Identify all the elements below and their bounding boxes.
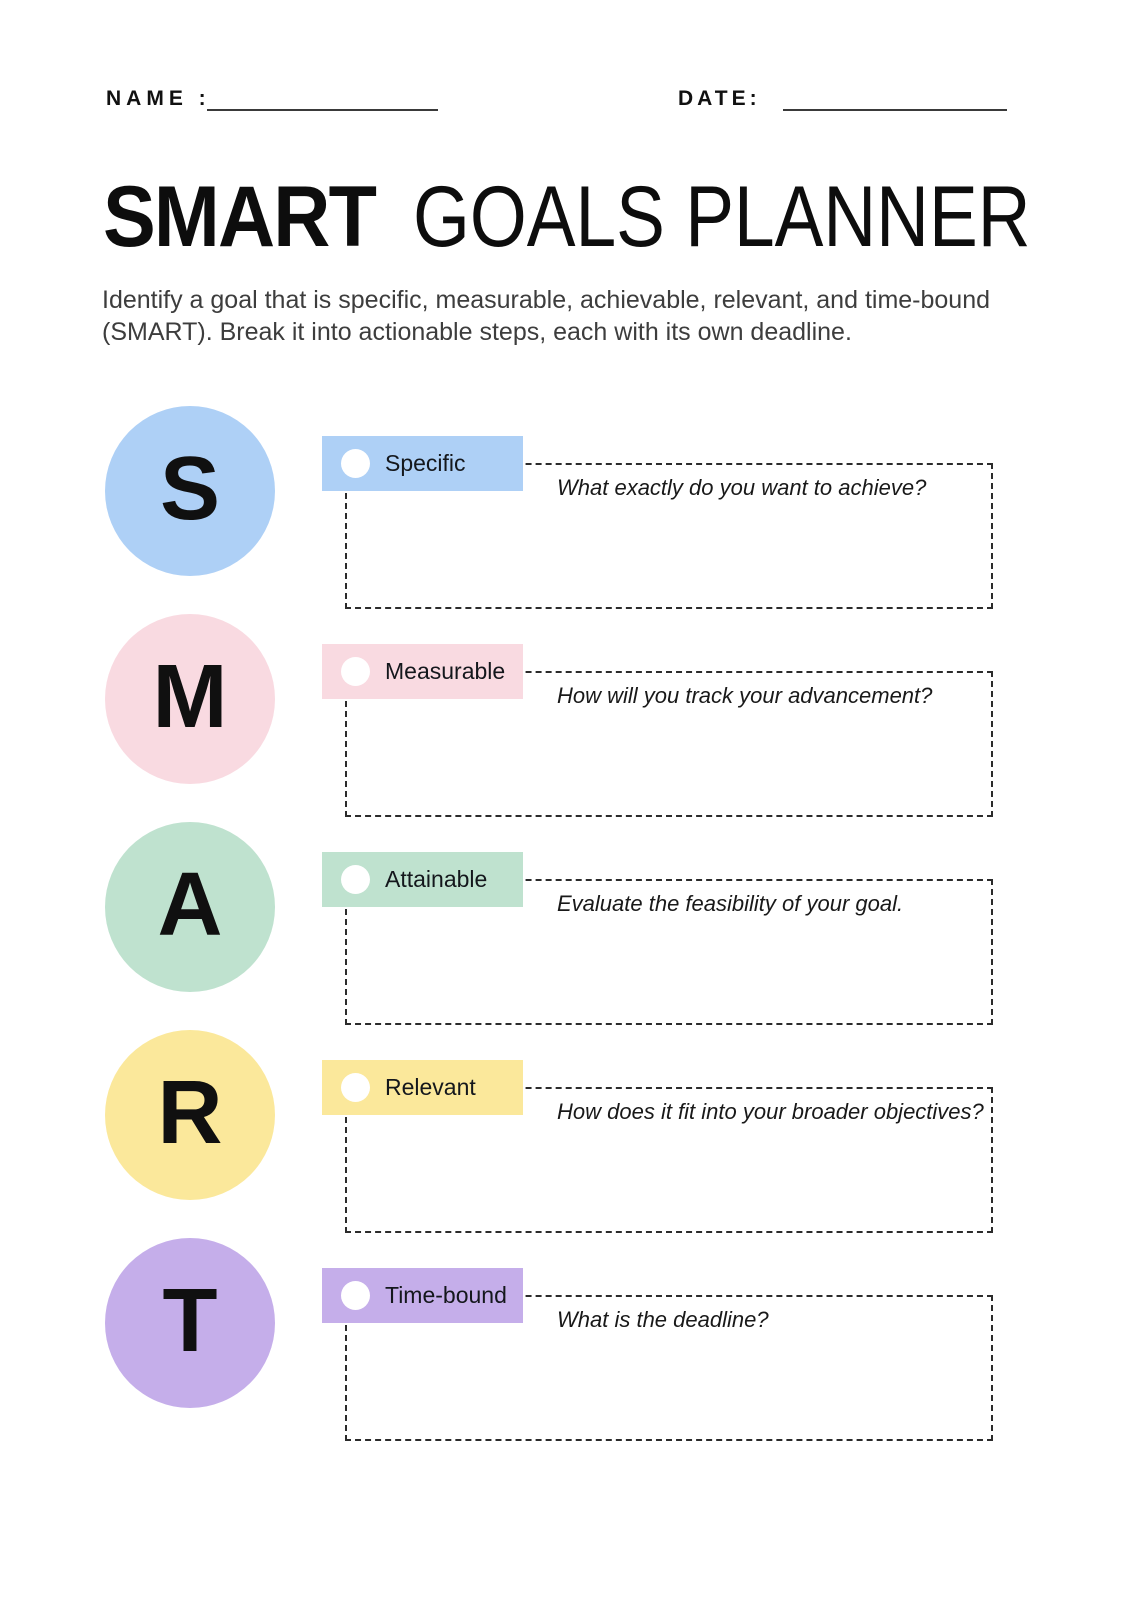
letter-m: M: [152, 647, 228, 747]
letter-a: A: [157, 855, 223, 955]
category-tab-attainable: [322, 852, 523, 907]
intro-text: [102, 284, 990, 348]
bullet-icon: [341, 865, 370, 894]
category-tab-relevant: [322, 1060, 523, 1115]
page-title: [103, 169, 1131, 265]
title-light-part: GOALS PLANNER: [412, 169, 1031, 265]
bullet-icon: [341, 449, 370, 478]
letter-s: S: [159, 439, 221, 539]
bullet-icon: [341, 1281, 370, 1310]
name-label: NAME :: [106, 87, 211, 110]
letter-circle-r: [105, 1030, 275, 1200]
bullet-icon: [341, 657, 370, 686]
category-tab-measurable: [322, 644, 523, 699]
tab-label-attainable: Attainable: [385, 866, 488, 892]
name-input-line[interactable]: [207, 109, 438, 111]
tab-label-measurable: Measurable: [385, 658, 506, 684]
letter-t: T: [162, 1271, 218, 1371]
intro-line-2: (SMART). Break it into actionable steps, each with its own deadline.: [102, 318, 852, 346]
question-attainable: Evaluate the feasibility of your goal.: [557, 891, 904, 916]
date-input-line[interactable]: [783, 109, 1007, 111]
letter-r: R: [157, 1063, 223, 1163]
question-specific: What exactly do you want to achieve?: [557, 475, 927, 500]
letter-circle-t: [105, 1238, 275, 1408]
tab-label-specific: Specific: [385, 450, 466, 476]
letter-circle-m: [105, 614, 275, 784]
smart-row-time-bound: [0, 1232, 1131, 1440]
tab-label-time-bound: Time-bound: [385, 1282, 507, 1308]
category-tab-time-bound: [322, 1268, 523, 1323]
tab-label-relevant: Relevant: [385, 1074, 476, 1100]
category-tab-specific: [322, 436, 523, 491]
smart-row-relevant: [0, 1024, 1131, 1232]
letter-circle-a: [105, 822, 275, 992]
smart-row-specific: [0, 400, 1131, 608]
smart-row-attainable: [0, 816, 1131, 1024]
question-time-bound: What is the deadline?: [557, 1307, 769, 1332]
title-bold-part: SMART: [103, 169, 376, 265]
smart-row-measurable: [0, 608, 1131, 816]
date-label: DATE:: [678, 87, 761, 110]
question-relevant: How does it fit into your broader objectives?: [557, 1099, 984, 1124]
question-measurable: How will you track your advancement?: [557, 683, 933, 708]
bullet-icon: [341, 1073, 370, 1102]
intro-line-1: Identify a goal that is specific, measurable, achievable, relevant, and time-bound: [102, 286, 991, 314]
letter-circle-s: [105, 406, 275, 576]
